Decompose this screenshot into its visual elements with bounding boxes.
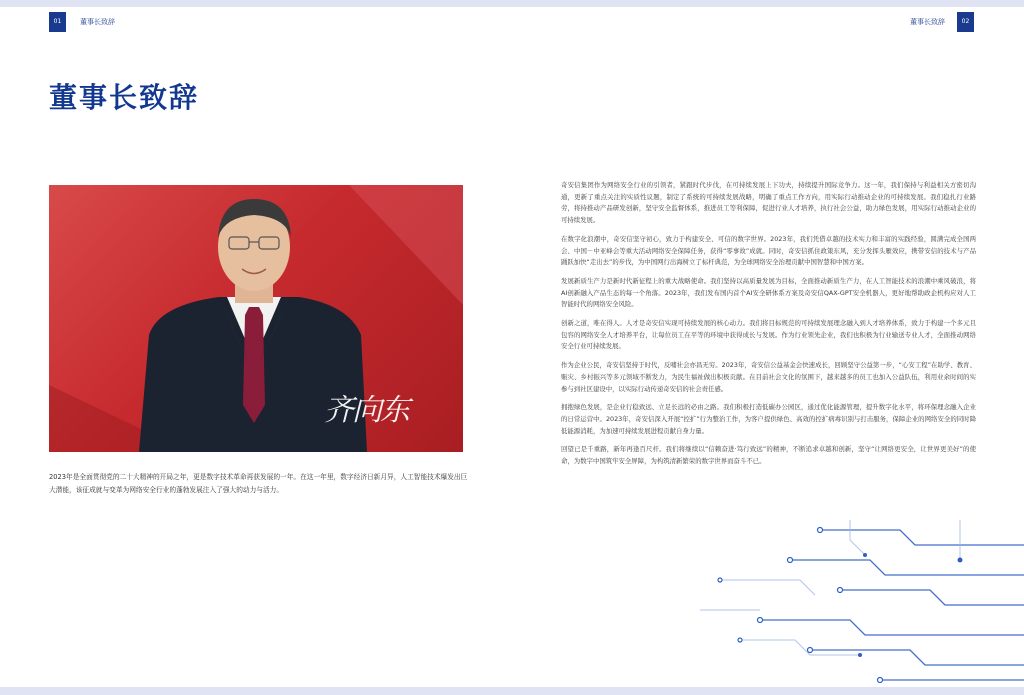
chairman-photo bbox=[49, 185, 463, 452]
left-page-number: 01 bbox=[49, 12, 66, 32]
photo-caption: 2023年是全面贯彻党的二十大精神的开局之年，更是数字技术革命再获发展的一年。在这一年里，数字经济日新月异，人工智能技术爆发出巨大潜能，该征成就与变革为网络安全行业的蓬勃发展注入了强大的动力与活力。 bbox=[49, 473, 468, 494]
bottom-band bbox=[0, 687, 1024, 695]
circuit-decoration bbox=[700, 520, 1024, 688]
signature: 齐向东 bbox=[324, 393, 408, 428]
right-page-number: 02 bbox=[957, 12, 974, 32]
paragraph: 创新之道，唯在得人。人才是奇安信实现可持续发展的核心动力。我们将目标规范的可持续发展理念融入到人才培养体系，致力于构建一个多元且包容的网络安全人才培养平台，让每位员工在平等的环境中获得成长与发展。作为行业领先企业，我们也积极为行业输送专业人才，全面推动网络安全行业可持续发展。 bbox=[561, 319, 976, 351]
page-title: 董事长致辞 bbox=[49, 81, 200, 114]
paragraph: 拥抱绿色发展，是企业行稳致远、立足长远的必由之路。我们积极打造低碳办公园区，通过优化能源管理，提升数字化水平，将环保理念融入企业的日常运营中。2023年，奇安信深入开展“控扩”行为整治工作，为客户提供绿色、高效的控扩病毒识别与打击服务，保障企业的网络安全的同时降低能源消耗，为加速可持续发展进程贡献自身力量。 bbox=[561, 403, 976, 435]
top-band bbox=[0, 0, 1024, 7]
right-header-label: 董事长致辞 bbox=[910, 18, 945, 26]
paragraph: 发展新质生产力是新时代新征程上的重大战略使命。我们坚持以高质量发展为目标，全面推动新质生产力，在人工智能技术的浪潮中乘风破浪，将AI创新融入产品生态的每一个角落。2023年，我们发布国内首个AI安全研体系方案及奇安信QAX-GPT安全机器人，更好地帮助政企机构应对人工智能时代的网络安全风险。 bbox=[561, 276, 976, 309]
left-header-label: 董事长致辞 bbox=[80, 18, 115, 26]
letter-body bbox=[561, 180, 976, 475]
paragraph: 在数字化浪潮中，奇安信坚守初心，致力于构建安全、可信的数字世界。2023年，我们凭借卓越的技术实力和丰富的实践经验，圆满完成全国两会、中国－中亚峰会等重大活动网络安全保障任务，获得“零事故”成就。同时，奇安信抓住政策东风，充分发挥头雁效应，携带安信的技术与产品踊跃加快“走出去”的步伐，为中国网行出海树立了标杆典范，为全球网络安全治理贡献中国智慧和中国方案。 bbox=[561, 234, 976, 267]
paragraph: 奇安信集团作为网络安全行业的引领者，紧跟时代步伐，在可持续发展上下功夫，持续提升国际竞争力。这一年，我们保持与利益相关方密切沟通，更新了重点关注的实质性议题，制定了系统的可持续发展战略，明确了重点工作方向，用实际行动推动企业的可持续发展。我们稳扎行业路劳，将持推动产品研发创新，坚守安全监督体系，推进员工等利保障，促进行业人才培养，执行社会公益，助力绿色发展，用实际行动推动企业的可持续发展。 bbox=[561, 181, 976, 225]
paragraph: 回望已是千重路，新年再逢百尺杆。我们将继续以“信赖奋进·笃行致远”的精神，不断追求卓越和创新，坚守“让网络更安全，让世界更美好”的使命，为数字中国筑牢安全屏障，为构筑清新繁荣的数字世界而奋斗不已。 bbox=[561, 445, 976, 466]
paragraph: 作为企业公民，奇安信坚持于时代，反哺社会亦昌无穷。2023年，奇安信公益基金会快速成长，回顾坚守公益第一步，“心安工程”在助学、教育、赈灾、乡村振兴等多元领域不断发力，为民生福祉做出积极贡献。在目前社会文化的氛围下，越来越多的员工也加入公益队伍，利用业余时间的实参与到社区建设中，以实际行动传递奇安信的社会责任感。 bbox=[561, 361, 976, 393]
